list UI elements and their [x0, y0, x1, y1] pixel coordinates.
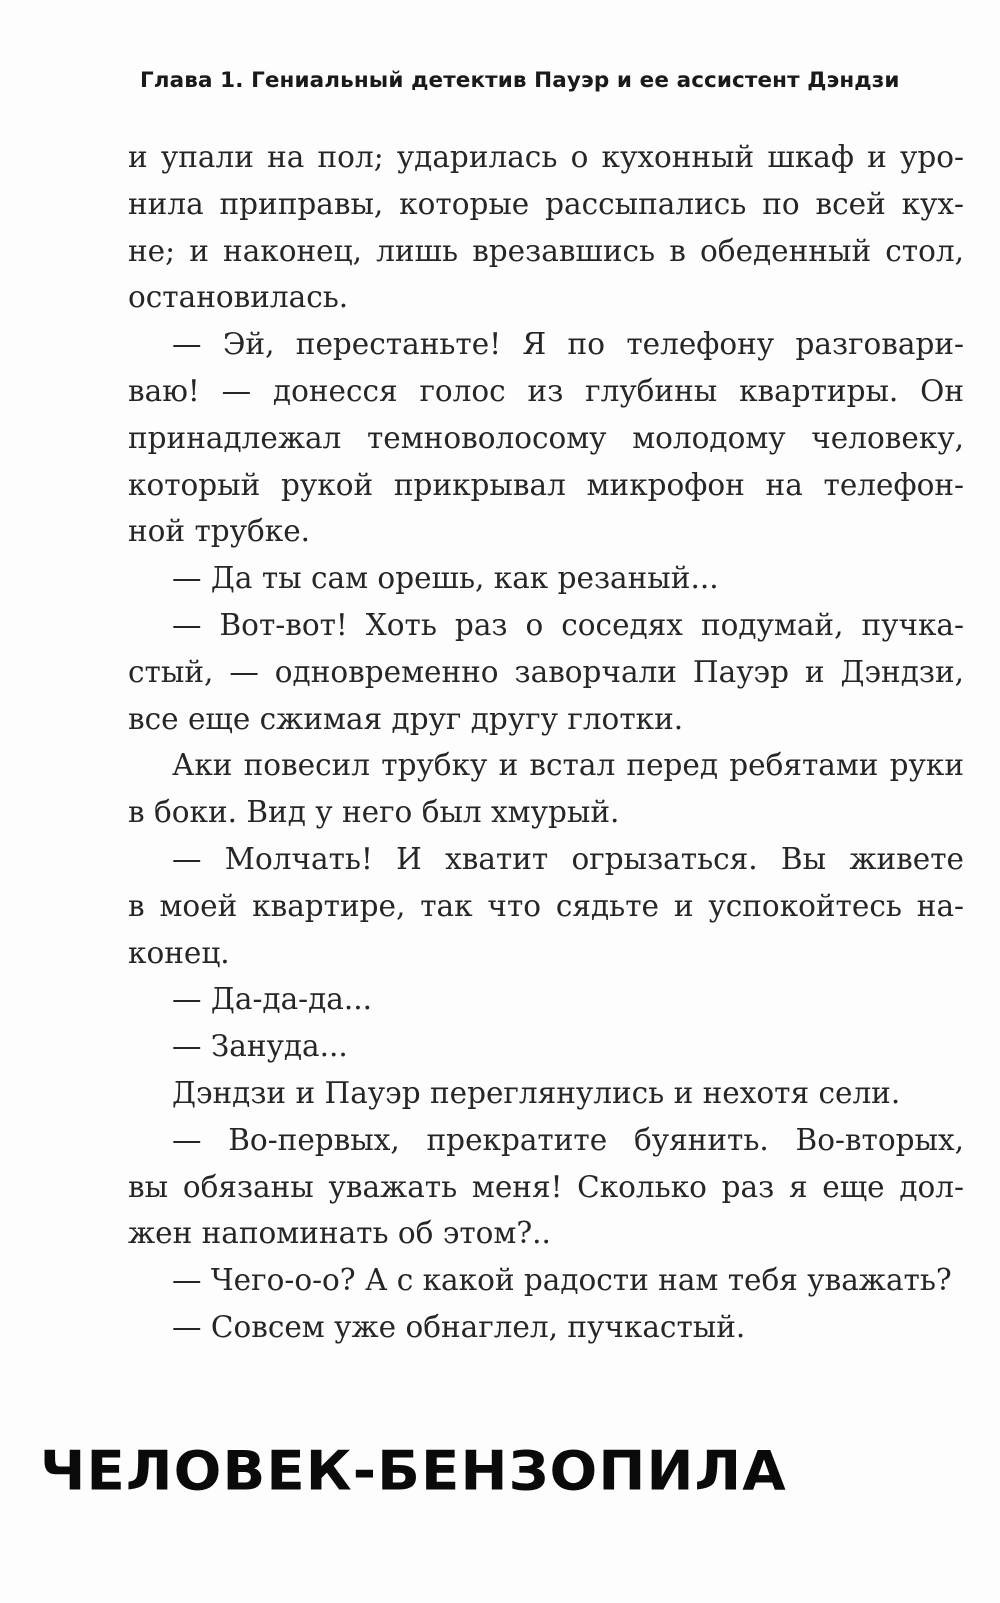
text-line: жен напоминать об этом?.. — [128, 1216, 551, 1251]
text-line: принадлежал темноволосому молодому человеку, — [128, 420, 964, 455]
chapter-running-head: Глава 1. Гениальный детектив Пауэр и ее ассистент Дэндзи — [140, 68, 900, 93]
text-line: который рукой прикрывал микрофон на телефон- — [128, 467, 964, 502]
page-body-text — [128, 134, 964, 1351]
text-line: ваю! — донесся голос из глубины квартиры. Он — [128, 373, 964, 408]
text-line: — Эй, перестаньте! Я по телефону разговари- — [172, 327, 964, 362]
text-line: все еще сжимая друг другу глотки. — [128, 701, 684, 736]
text-line: стый, — одновременно заворчали Пауэр и Дэндзи, — [128, 654, 964, 689]
text-line: — Вот-вот! Хоть раз о соседях подумай, пучка- — [172, 607, 964, 642]
text-line: — Совсем уже обнаглел, пучкастый. — [172, 1309, 746, 1344]
text-line: — Чего-о-о? А с какой радости нам тебя уважать? — [172, 1263, 952, 1298]
text-line: — Во-первых, прекратите буянить. Во-вторых, — [172, 1122, 964, 1157]
text-line: — Да ты сам орешь, как резаный... — [172, 561, 719, 596]
text-line: остановилась. — [128, 280, 349, 315]
text-line: вы обязаны уважать меня! Сколько раз я еще дол- — [128, 1169, 964, 1204]
text-line: в моей квартире, так что сядьте и успокойтесь на- — [128, 888, 964, 923]
text-line: — Да-да-да... — [172, 982, 373, 1017]
text-line: в боки. Вид у него был хмурый. — [128, 795, 620, 830]
text-line: конец. — [128, 935, 230, 970]
series-title-footer: ЧЕЛОВЕК-БЕНЗОПИЛА — [40, 1440, 787, 1503]
text-line: не; и наконец, лишь врезавшись в обеденный стол, — [128, 233, 964, 268]
text-line: — Зануда... — [172, 1029, 348, 1064]
text-line: Аки повесил трубку и встал перед ребятами руки — [172, 748, 964, 783]
text-line: — Молчать! И хватит огрызаться. Вы живете — [172, 841, 964, 876]
text-line: ной трубке. — [128, 514, 311, 549]
text-line: нила приправы, которые рассыпались по всей кух- — [128, 186, 964, 221]
text-line: Дэндзи и Пауэр переглянулись и нехотя сели. — [172, 1075, 901, 1110]
text-line: и упали на пол; ударилась о кухонный шкаф и уро- — [128, 140, 964, 174]
